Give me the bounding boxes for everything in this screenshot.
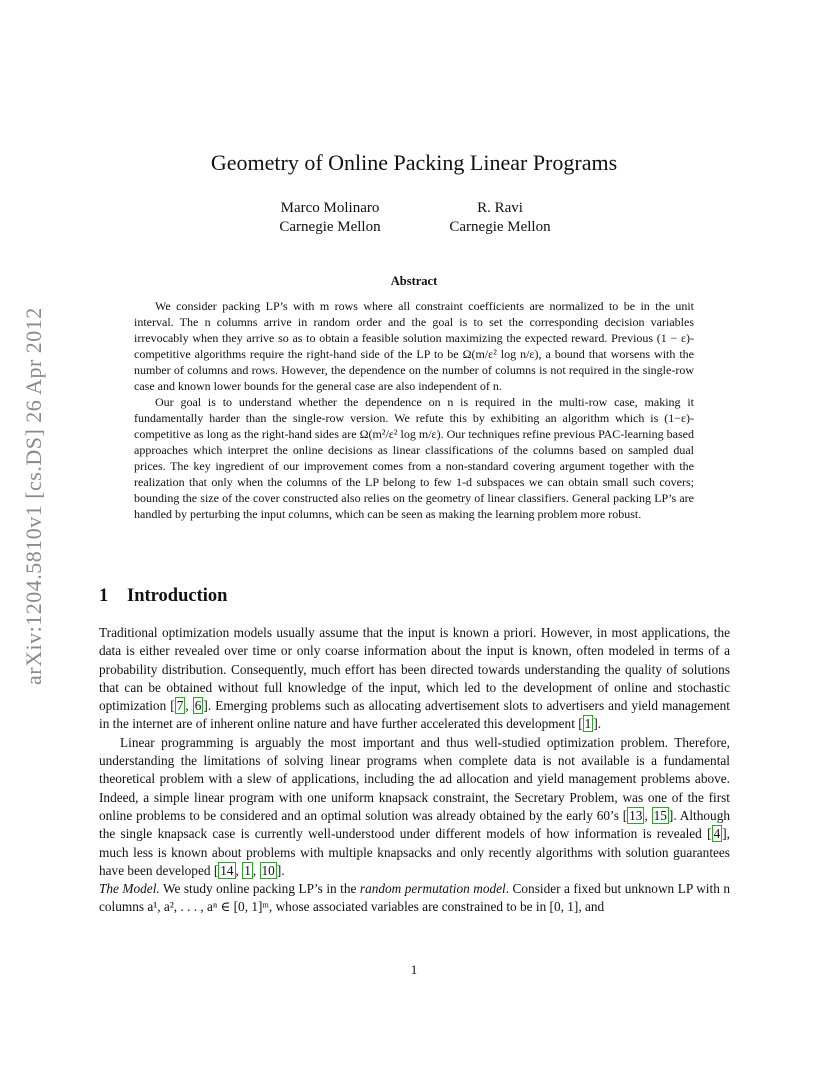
author-block-1 xyxy=(260,199,400,237)
citation-separator: , xyxy=(252,862,260,878)
emphasized-term: random permutation model xyxy=(359,881,506,897)
paper-title: Geometry of Online Packing Linear Programs xyxy=(210,150,618,175)
paragraph-text: ], much less is known about problems with multiple knapsacks and only recently algorithms with solution guarantees have been developed [ xyxy=(99,826,730,878)
author-name: R. Ravi xyxy=(477,200,523,216)
citation-separator: , xyxy=(235,862,243,878)
author-affiliation: Carnegie Mellon xyxy=(279,219,381,235)
page-number: 1 xyxy=(410,962,418,977)
abstract-paragraph-2: Our goal is to understand whether the dependence on n is required in the multi-row case, making it fundamentally harder than the single-row version. We refute this by exhibiting an algorithm which is (1−ε)-competitive as long as the right-hand sides are Ω(m²/ε² log m/ε). Our techniques refine previous PAC-learning based approaches which interpret the online decisions as linear classifications of the columns based on sampled dual prices. The key ingredient of our improvement comes from a non-standard covering argument together with the realization that only when the columns of the LP belong to few 1-d subspaces we can obtain small such covers; bounding the size of the cover constructed also relies on the geometry of linear classifiers. General packing LP’s are handled by perturbing the input columns, which can be seen as making the learning problem more robust. xyxy=(134,395,694,521)
section-title: Introduction xyxy=(127,586,228,606)
introduction-body xyxy=(99,624,730,917)
intro-paragraph-1 xyxy=(99,624,730,734)
citation-link[interactable]: 1 xyxy=(244,862,251,878)
citation-link[interactable]: 13 xyxy=(629,807,643,823)
abstract-paragraph-1: We consider packing LP’s with m rows where all constraint coefficients are normalized to be in the unit interval. The n columns arrive in random order and the goal is to set the corresponding decision variables irrevocably when they arrive so as to obtain a feasible solution maximizing the expected reward. Previous (1 − ε)-competitive algorithms require the right-hand side of the LP to be Ω(m/ε² log n/ε), a bound that worsens with the number of columns and rows. However, the dependence on the number of columns is not required in the single-row case and known lower bounds for the general case are also independent of n. xyxy=(134,299,694,393)
citation-link[interactable]: 6 xyxy=(194,698,202,714)
citation-separator: , xyxy=(644,807,652,823)
citation-link[interactable]: 4 xyxy=(713,826,721,842)
paragraph-text: ]. xyxy=(593,716,602,732)
paragraph-text: Linear programming is arguably the most important and thus well-studied optimization problem. Therefore, understanding the limitations of solving linear programs when complete data is not available is a fundamental theoretical problem with a slew of applications, including the ad allocation and yield management problems above. Indeed, a simple linear program with one uniform knapsack constraint, the Secretary Problem, was one of the first online problems to be considered and an optimal solution was already obtained by the early 60’s [ xyxy=(99,734,730,823)
author-name: Marco Molinaro xyxy=(280,200,380,216)
author-block-2 xyxy=(430,199,570,237)
citation-separator: , xyxy=(185,698,193,714)
citation-link[interactable]: 14 xyxy=(220,862,234,878)
citation-link[interactable]: 7 xyxy=(176,698,184,714)
abstract-heading: Abstract xyxy=(390,274,438,288)
intro-paragraph-model xyxy=(99,880,730,917)
citation-link[interactable]: 1 xyxy=(584,716,592,732)
arxiv-identifier-stamp: arXiv:1204.5810v1 [cs.DS] 26 Apr 2012 xyxy=(21,307,46,685)
paragraph-text: We study online packing LP’s in the xyxy=(159,881,360,897)
paragraph-text: ]. Although the single knapsack case is currently well-understood under different models of how information is revealed [ xyxy=(99,807,730,842)
section-number: 1 xyxy=(99,586,109,606)
paragraph-lead-in: The Model. xyxy=(99,881,160,897)
author-affiliation: Carnegie Mellon xyxy=(449,219,551,235)
paragraph-text: ]. Emerging problems such as allocating advertisement slots to advertisers and yield management in the internet are of inherent online nature and have further accelerated this development [ xyxy=(99,698,731,732)
section-heading-introduction xyxy=(99,586,227,607)
citation-link[interactable]: 15 xyxy=(653,807,667,823)
paragraph-text: . Consider a fixed but unknown LP with n columns a¹, a², . . . , aⁿ ∈ [0, 1]ᵐ, whose associated variables are constrained to be in [0, 1], and xyxy=(99,881,730,915)
abstract-body xyxy=(134,298,694,522)
paragraph-text: Traditional optimization models usually assume that the input is known a priori. However, in most applications, the data is either revealed over time or only coarse information about the input is known, often modeled in terms of a probability distribution. Consequently, much effort has been directed towards understanding the quality of solutions that can be obtained without full knowledge of the input, which led to the development of online and stochastic optimization [ xyxy=(99,625,730,714)
intro-paragraph-2 xyxy=(99,734,730,880)
paragraph-text: ]. xyxy=(276,862,285,878)
citation-link[interactable]: 10 xyxy=(261,862,275,878)
